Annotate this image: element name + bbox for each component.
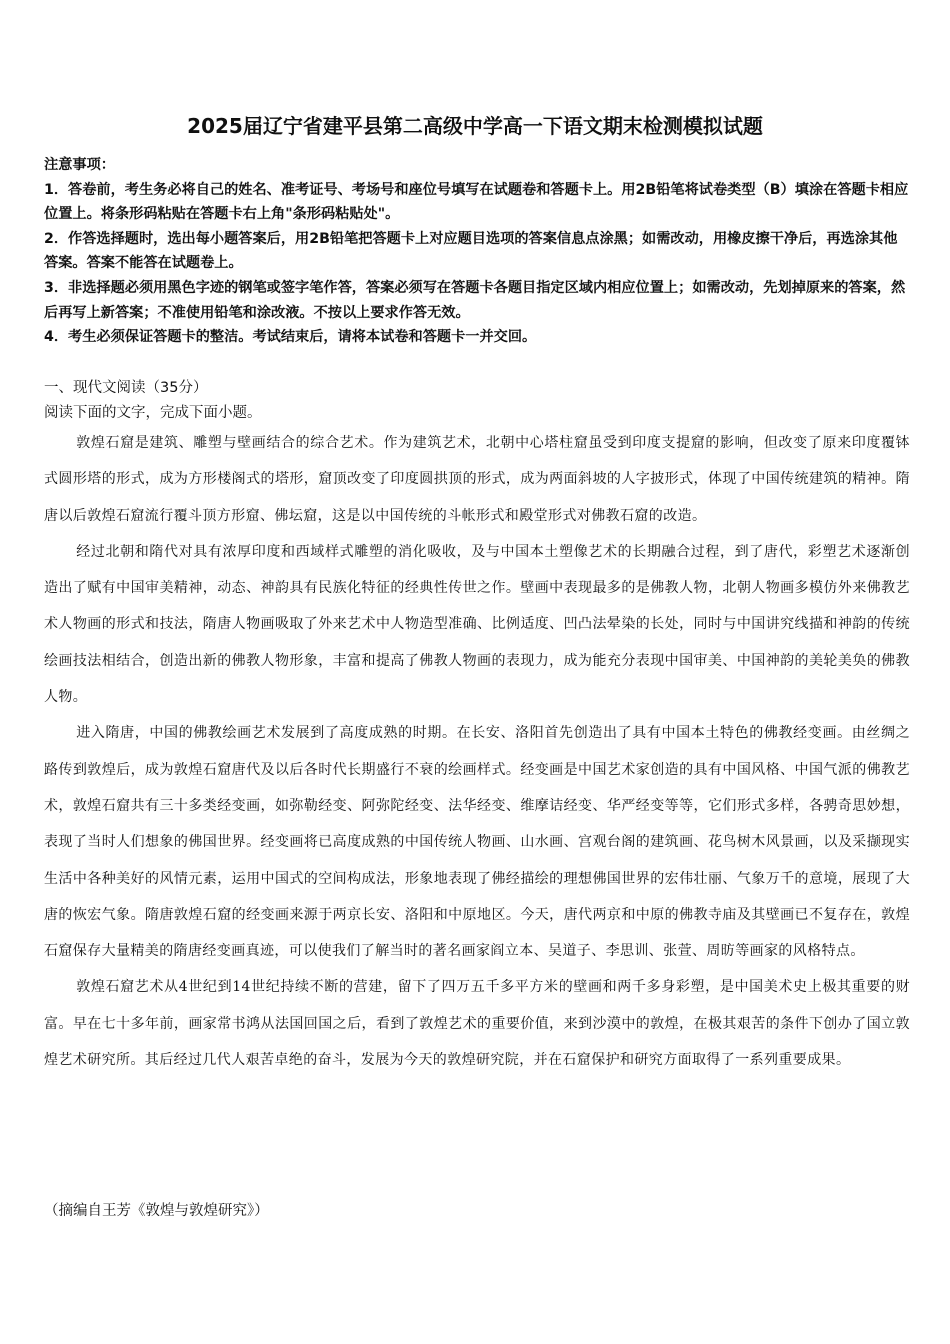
- section-heading: 一、现代文阅读（35分）: [44, 380, 208, 396]
- passage-paragraph: 敦煌石窟是建筑、雕塑与壁画结合的综合艺术。作为建筑艺术，北朝中心塔柱窟虽受到印度支提窟的影响，但改变了原来印度覆钵式圆形塔的形式，成为方形楼阁式的塔形，窟顶改变了印度圆拱顶的形式，成为两面斜坡的人字披形式，体现了中国传统建筑的精神。隋唐以后敦煌石窟流行覆斗顶方形窟、佛坛窟，这是以中国传统的斗帐形式和殿堂形式对佛教石窟的改造。: [44, 435, 910, 524]
- reading-instruction: 阅读下面的文字，完成下面小题。: [44, 405, 262, 421]
- reading-passage: [44, 425, 910, 1078]
- passage-paragraph: 敦煌石窟艺术从4世纪到14世纪持续不断的营建，留下了四万五千多平方米的壁画和两千多身彩塑，是中国美术史上极其重要的财富。早在七十多年前，画家常书鸿从法国回国之后，看到了敦煌艺术的重要价值，来到沙漠中的敦煌，在极其艰苦的条件下创办了国立敦煌艺术研究所。其后经过几代人艰苦卓绝的奋斗，发展为今天的敦煌研究院，并在石窟保护和研究方面取得了一系列重要成果。: [44, 979, 910, 1069]
- passage-paragraph: 进入隋唐，中国的佛教绘画艺术发展到了高度成熟的时期。在长安、洛阳首先创造出了具有中国本土特色的佛教经变画。由丝绸之路传到敦煌后，成为敦煌石窟唐代及以后各时代长期盛行不衰的绘画样式。经变画是中国艺术家创造的具有中国风格、中国气派的佛教艺术，敦煌石窟共有三十多类经变画，如弥勒经变、阿弥陀经变、法华经变、维摩诘经变、华严经变等等，它们形式多样，各骋奇思妙想，表现了当时人们想象的佛国世界。经变画将已高度成熟的中国传统人物画、山水画、宫观台阁的建筑画、花鸟树木风景画，以及采撷现实生活中各种美好的风情元素，运用中国式的空间构成法，形象地表现了佛经描绘的理想佛国世界的宏伟壮丽、气象万千的意境，展现了大唐的恢宏气象。隋唐敦煌石窟的经变画来源于两京长安、洛阳和中原地区。今天，唐代两京和中原的佛教寺庙及其壁画已不复存在，敦煌石窟保存大量精美的隋唐经变画真迹，可以使我们了解当时的著名画家阎立本、吴道子、李思训、张萱、周昉等画家的风格特点。: [44, 725, 910, 960]
- notice-item: 1．答卷前，考生务必将自己的姓名、准考证号、考场号和座位号填写在试题卷和答题卡上。用2B铅笔将试卷类型（B）填涂在答题卡相应位置上。将条形码粘贴在答题卡右上角"条形码粘贴处"。: [44, 181, 909, 223]
- notice-heading: 注意事项：: [44, 157, 115, 173]
- exam-title: 2025届辽宁省建平县第二高级中学高一下语文期末检测模拟试题: [187, 114, 763, 138]
- passage-source: （摘编自王芳《敦煌与敦煌研究》）: [44, 1203, 269, 1219]
- notice-item: 2．作答选择题时，选出每小题答案后，用2B铅笔把答题卡上对应题目选项的答案信息点涂黑；如需改动，用橡皮擦干净后，再选涂其他答案。答案不能答在试题卷上。: [44, 230, 898, 272]
- notice-item: 4．考生必须保证答题卡的整洁。考试结束后，请将本试卷和答题卡一并交回。: [44, 329, 537, 346]
- passage-paragraph: 经过北朝和隋代对具有浓厚印度和西域样式雕塑的消化吸收，及与中国本土塑像艺术的长期融合过程，到了唐代，彩塑艺术逐渐创造出了赋有中国审美精神，动态、神韵具有民族化特征的经典性传世之作。壁画中表现最多的是佛教人物，北朝人物画多模仿外来佛教艺术人物画的形式和技法，隋唐人物画吸取了外来艺术中人物造型准确、比例适度、凹凸法晕染的长处，同时与中国讲究线描和神韵的传统绘画技法相结合，创造出新的佛教人物形象，丰富和提高了佛教人物画的表现力，成为能充分表现中国审美、中国神韵的美轮美奂的佛教人物。: [44, 543, 910, 706]
- notice-item: 3．非选择题必须用黑色字迹的钢笔或签字笔作答，答案必须写在答题卡各题目指定区域内相应位置上；如需改动，先划掉原来的答案，然后再写上新答案；不准使用铅笔和涂改液。不按以上要求作答无效。: [44, 279, 906, 321]
- notice-block: [44, 153, 910, 350]
